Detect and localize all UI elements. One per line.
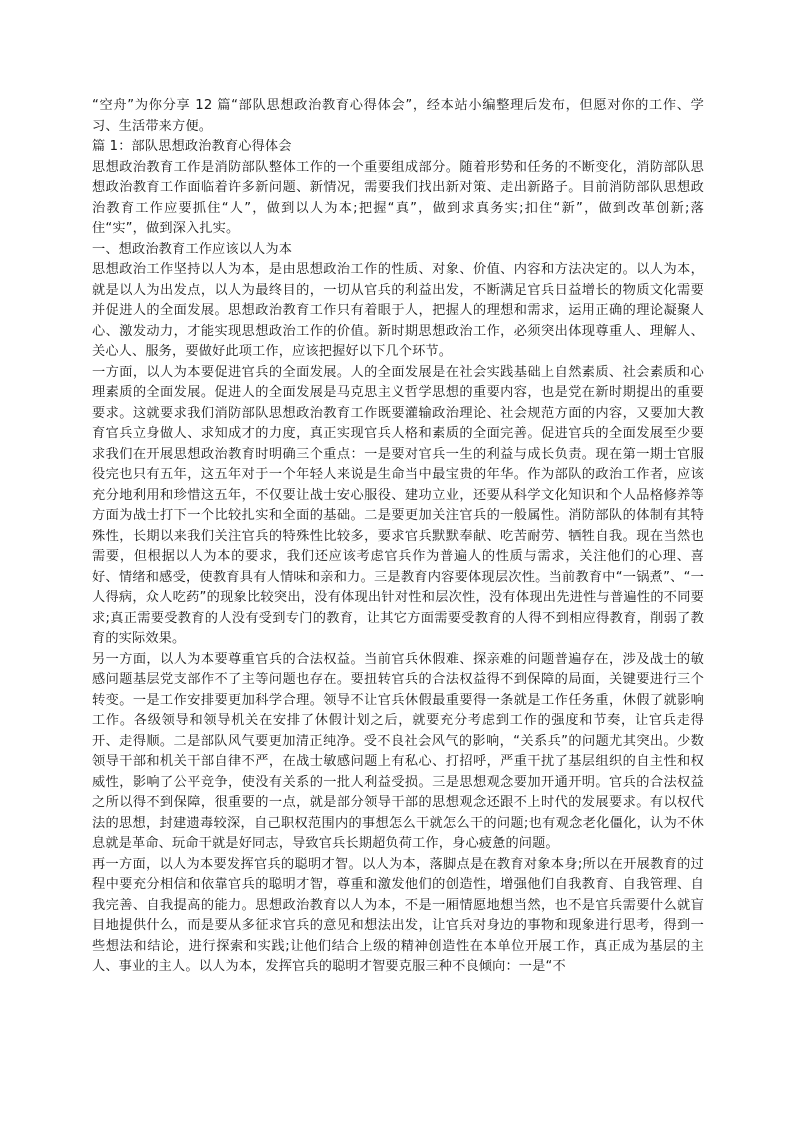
document-page xyxy=(92,96,704,978)
body-paragraph: 思想政治工作坚持以人为本，是由思想政治工作的性质、对象、价值、内容和方法决定的。以人为本，就是以人为出发点，以人为最终目的，一切从官兵的利益出发，不断满足官兵日益增长的物质文化需要并促进人的全面发展。思想政治教育工作只有着眼于人，把握人的理想和需求，运用正确的理论凝聚人心、激发动力，才能实现思想政治工作的价值。新时期思想政治工作，必须突出体现尊重人、理解人、关心人、服务，要做好此项工作，应该把握好以下几个环节。 xyxy=(92,262,704,359)
body-paragraph: 另一方面，以人为本要尊重官兵的合法权益。当前官兵休假难、探亲难的问题普遍存在，涉及战士的敏感问题基层党支部作不了主等问题也存在。要扭转官兵的合法权益得不到保障的局面，关键要进行三个转变。一是工作安排要更加科学合理。领导不让官兵休假最重要得一条就是工作任务重，休假了就影响工作。各级领导和领导机关在安排了休假计划之后，就要充分考虑到工作的强度和节奏，让官兵走得开、走得顺。二是部队风气要更加清正纯净。受不良社会风气的影响，“关系兵”的问题尤其突出。少数领导干部和机关干部自律不严，在战士敏感问题上有私心、打招呼，严重干扰了基层组织的自主性和权威性，影响了公平竞争，使没有关系的一批人利益受损。三是思想观念要加开通开明。官兵的合法权益之所以得不到保障，很重要的一点，就是部分领导干部的思想观念还跟不上时代的发展要求。有以权代法的思想，封建遗毒较深，自己职权范围内的事想怎么干就怎么干的问题;也有观念老化僵化，认为不休息就是革命、玩命干就是好同志，导致官兵长期超负荷工作，身心疲惫的问题。 xyxy=(92,651,704,851)
article-heading: 篇 1：部队思想政治教育心得体会 xyxy=(92,139,292,154)
body-paragraph: 再一方面，以人为本要发挥官兵的聪明才智。以人为本，落脚点是在教育对象本身;所以在开展教育的过程中要充分相信和依靠官兵的聪明才智，尊重和激发他们的创造性，增强他们自我教育、自我管理、自我完善、自我提高的能力。思想政治教育以人为本，不是一厢情愿地想当然，也不是官兵需要什么就盲目地提供什么，而是要从多征求官兵的意见和想法出发，让官兵对身边的事物和现象进行思考，得到一些想法和结论，进行探索和实践;让他们结合上级的精神创造性在本单位开展工作，真正成为基层的主人、事业的主人。以人为本，发挥官兵的聪明才智要克服三种不良倾向：一是“不 xyxy=(92,856,704,974)
intro-paragraph: “空舟”为你分享 12 篇“部队思想政治教育心得体会”，经本站小编整理后发布，但愿对你的工作、学习、生活带来方便。 xyxy=(92,98,704,134)
body-paragraph: 一方面，以人为本要促进官兵的全面发展。人的全面发展是在社会实践基础上自然素质、社会素质和心理素质的全面发展。促进人的全面发展是马克思主义哲学思想的重要内容，也是党在新时期提出的重要要求。这就要求我们消防部队思想政治教育工作既要灌输政治理论、社会规范方面的内容，又要加大教育官兵立身做人、求知成才的力度，真正实现官兵人格和素质的全面完善。促进官兵的全面发展至少要求我们在开展思想政治教育时明确三个重点：一是要对官兵一生的利益与成长负责。现在第一期士官服役完也只有五年，这五年对于一个年轻人来说是生命当中最宝贵的年华。作为部队的政治工作者，应该充分地利用和珍惜这五年，不仅要让战士安心服役、建功立业，还要从科学文化知识和个人品格修养等方面为战士打下一个比较扎实和全面的基础。二是要更加关注官兵的一般属性。消防部队的体制有其特殊性，长期以来我们关注官兵的特殊性比较多，要求官兵默默奉献、吃苦耐劳、牺牲自我。现在当然也需要，但根据以人为本的要求，我们还应该考虑官兵作为普遍人的性质与需求，关注他们的心理、喜好、情绪和感受，使教育具有人情味和亲和力。三是教育内容要体现层次性。当前教育中“一锅煮”、“一人得病，众人吃药”的现象比较突出，没有体现出针对性和层次性，没有体现出先进性与普遍性的不同要求;真正需要受教育的人没有受到专门的教育，让其它方面需要受教育的人得不到相应得教育，削弱了教育的实际效果。 xyxy=(92,364,704,646)
section-heading: 一、想政治教育工作应该以人为本 xyxy=(92,241,293,257)
body-paragraph: 思想政治教育工作是消防部队整体工作的一个重要组成部分。随着形势和任务的不断变化，消防部队思想政治教育工作面临着许多新问题、新情况，需要我们找出新对策、走出新路子。目前消防部队思想政治教育工作应要抓住“人”，做到以人为本;把握“真”，做到求真务实;扣住“新”，做到改革创新;落住“实”，做到深入扎实。 xyxy=(92,159,704,236)
